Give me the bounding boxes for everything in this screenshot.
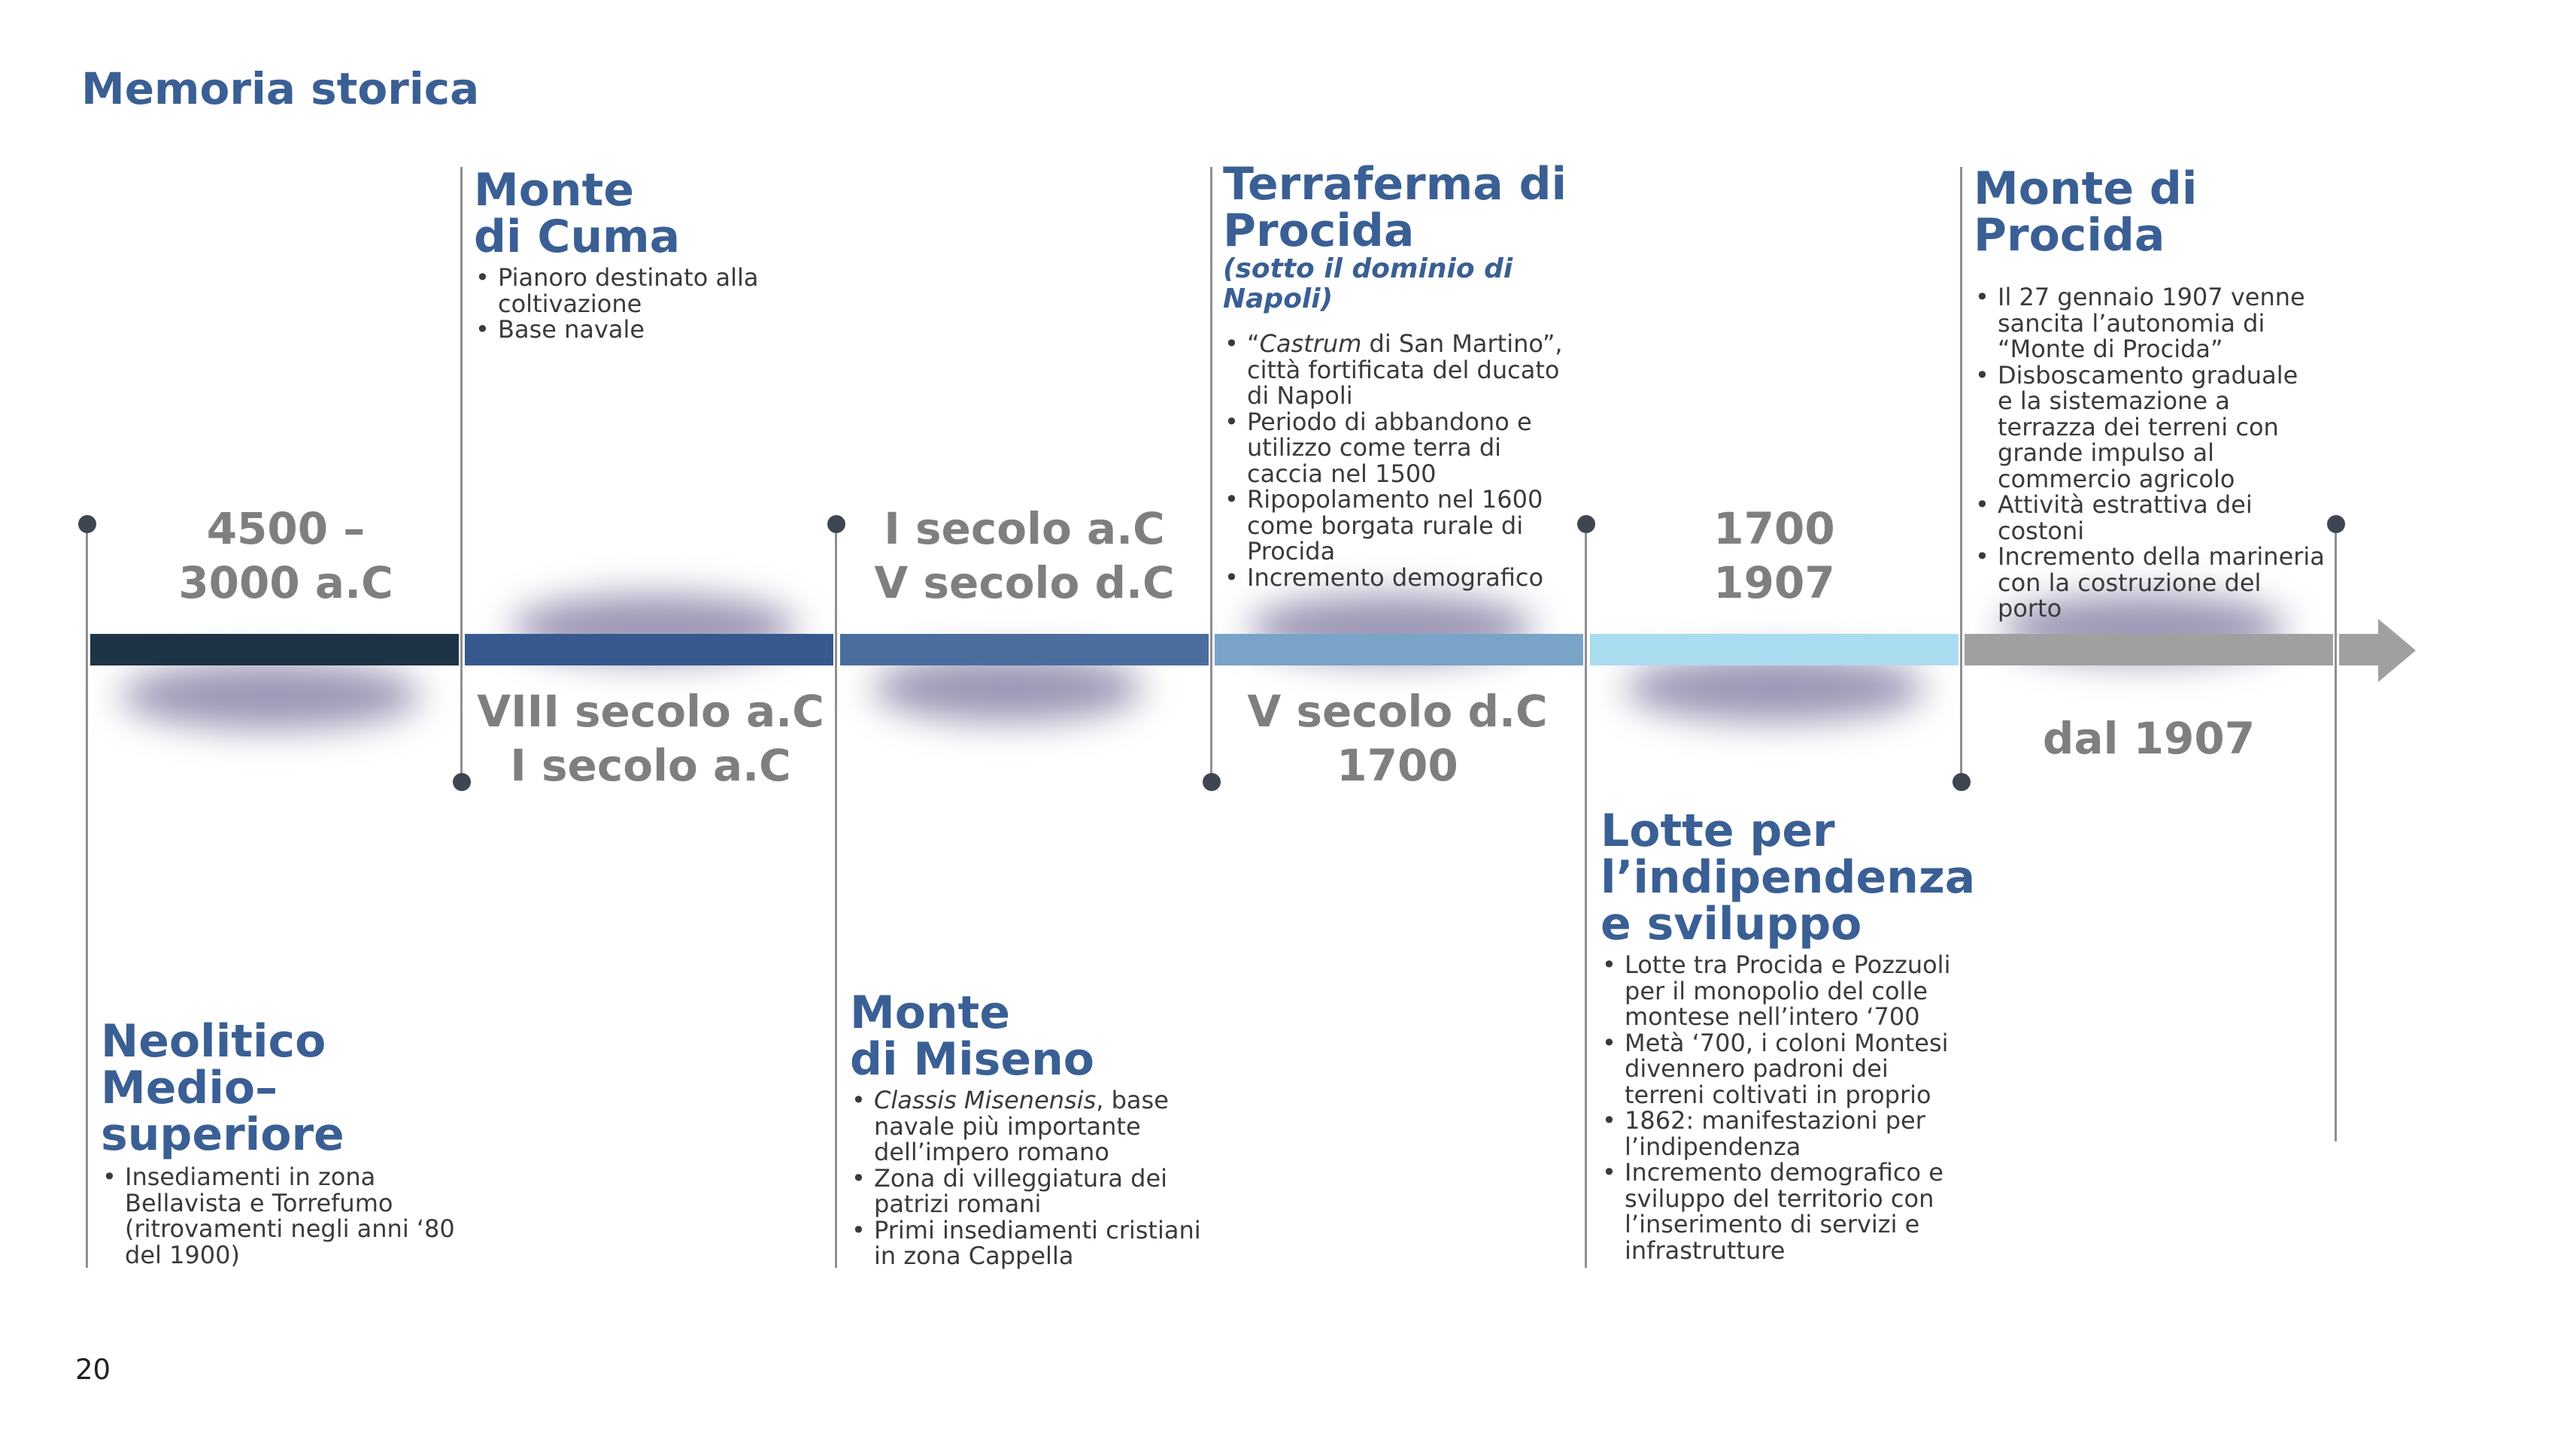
card-bullets — [850, 1087, 1203, 1269]
period-label: 1700 1907 — [1713, 503, 1835, 608]
card-title: Terraferma di Procida — [1223, 158, 1567, 257]
bullet-item: • Incremento demografico — [1223, 565, 1576, 591]
card-title: Monte di Cuma — [474, 164, 681, 263]
period-label: VIII secolo a.C I secolo a.C — [477, 686, 824, 791]
period-label: I secolo a.C V secolo d.C — [874, 503, 1175, 608]
bullet-item: • Lotte tra Procida e Pozzuoli per il monopolio del colle montese nell’intero ‘700 — [1601, 952, 1962, 1030]
page-title: Memoria storica — [81, 63, 480, 114]
connector-line — [2335, 525, 2337, 1141]
timeline-segment — [465, 634, 833, 665]
bullet-item: • 1862: manifestazioni per l’indipendenza — [1601, 1108, 1962, 1160]
period-label: dal 1907 — [2042, 713, 2256, 764]
bullet-item: • Zona di villeggiatura dei patrizi romani — [850, 1166, 1203, 1217]
bullet-item: • Metà ‘700, i coloni Montesi divennero padroni dei terreni coltivati in proprio — [1601, 1030, 1962, 1108]
card-terraferma-di-procida — [1223, 158, 1576, 592]
bullet-item: • Periodo di abbandono e utilizzo come terra di caccia nel 1500 — [1223, 409, 1576, 487]
card-title: Monte di Miseno — [850, 987, 1095, 1086]
arrow-right-icon — [2378, 619, 2416, 682]
card-title: Lotte per l’indipendenza e sviluppo — [1601, 805, 1976, 950]
bullet-item: • Classis Misenensis, base navale più importante dell’impero romano — [850, 1087, 1203, 1166]
card-title: Neolitico Medio– superiore — [101, 1015, 344, 1161]
connector-line — [1585, 525, 1587, 1268]
card-monte-di-cuma — [474, 164, 820, 344]
bullet-item: • Ripopolamento nel 1600 come borgata rurale di Procida — [1223, 487, 1576, 565]
card-neolitico — [101, 1015, 462, 1269]
timeline-segment — [1965, 634, 2333, 665]
card-monte-di-procida — [1974, 162, 2335, 623]
bullet-item: • Incremento demografico e sviluppo del territorio con l’inserimento di servizi e infrastrutture — [1601, 1160, 1962, 1263]
dot-icon — [1952, 773, 1971, 791]
timeline-segment — [2339, 634, 2378, 665]
connector-line — [1210, 167, 1212, 784]
bullet-item: • Attività estrattiva dei costoni — [1974, 492, 2335, 544]
bullet-item: • Base navale — [474, 317, 820, 343]
timeline-segment — [840, 634, 1209, 665]
bullet-item: • “Castrum di San Martino”, città fortificata del ducato di Napoli — [1223, 331, 1576, 409]
connector-line — [86, 525, 88, 1268]
timeline-segment — [1590, 634, 1959, 665]
card-title: Monte di Procida — [1974, 162, 2198, 262]
card-subtitle: (sotto il dominio di Napoli) — [1223, 253, 1513, 314]
page-number: 20 — [75, 1354, 111, 1386]
card-bullets — [1223, 331, 1576, 590]
bullet-item: • Il 27 gennaio 1907 venne sancita l’autonomia di “Monte di Procida” — [1974, 284, 2335, 362]
dot-icon — [78, 515, 96, 533]
connector-line — [1960, 167, 1962, 784]
card-bullets — [101, 1164, 462, 1268]
bullet-item: • Insediamenti in zona Bellavista e Torrefumo (ritrovamenti negli anni ‘80 del 1900) — [101, 1164, 462, 1268]
card-bullets — [1974, 284, 2335, 622]
period-label: 4500 – 3000 a.C — [178, 503, 393, 608]
bullet-item: • Primi insediamenti cristiani in zona Cappella — [850, 1217, 1203, 1269]
connector-line — [460, 167, 463, 784]
card-lotte-per-indipendenza — [1601, 805, 1976, 1265]
timeline-segment — [1215, 634, 1583, 665]
connector-line — [835, 525, 837, 1268]
card-bullets — [474, 265, 820, 343]
bullet-item: • Disboscamento graduale e la sistemazione a terrazza dei terreni con grande impulso al commercio agricolo — [1974, 362, 2335, 493]
card-bullets — [1601, 952, 1962, 1263]
card-monte-di-miseno — [850, 987, 1203, 1270]
bullet-item: • Pianoro destinato alla coltivazione — [474, 265, 820, 317]
period-label: V secolo d.C 1700 — [1247, 686, 1548, 791]
timeline-segment — [90, 634, 459, 665]
bullet-item: • Incremento della marineria con la costruzione del porto — [1974, 544, 2335, 622]
